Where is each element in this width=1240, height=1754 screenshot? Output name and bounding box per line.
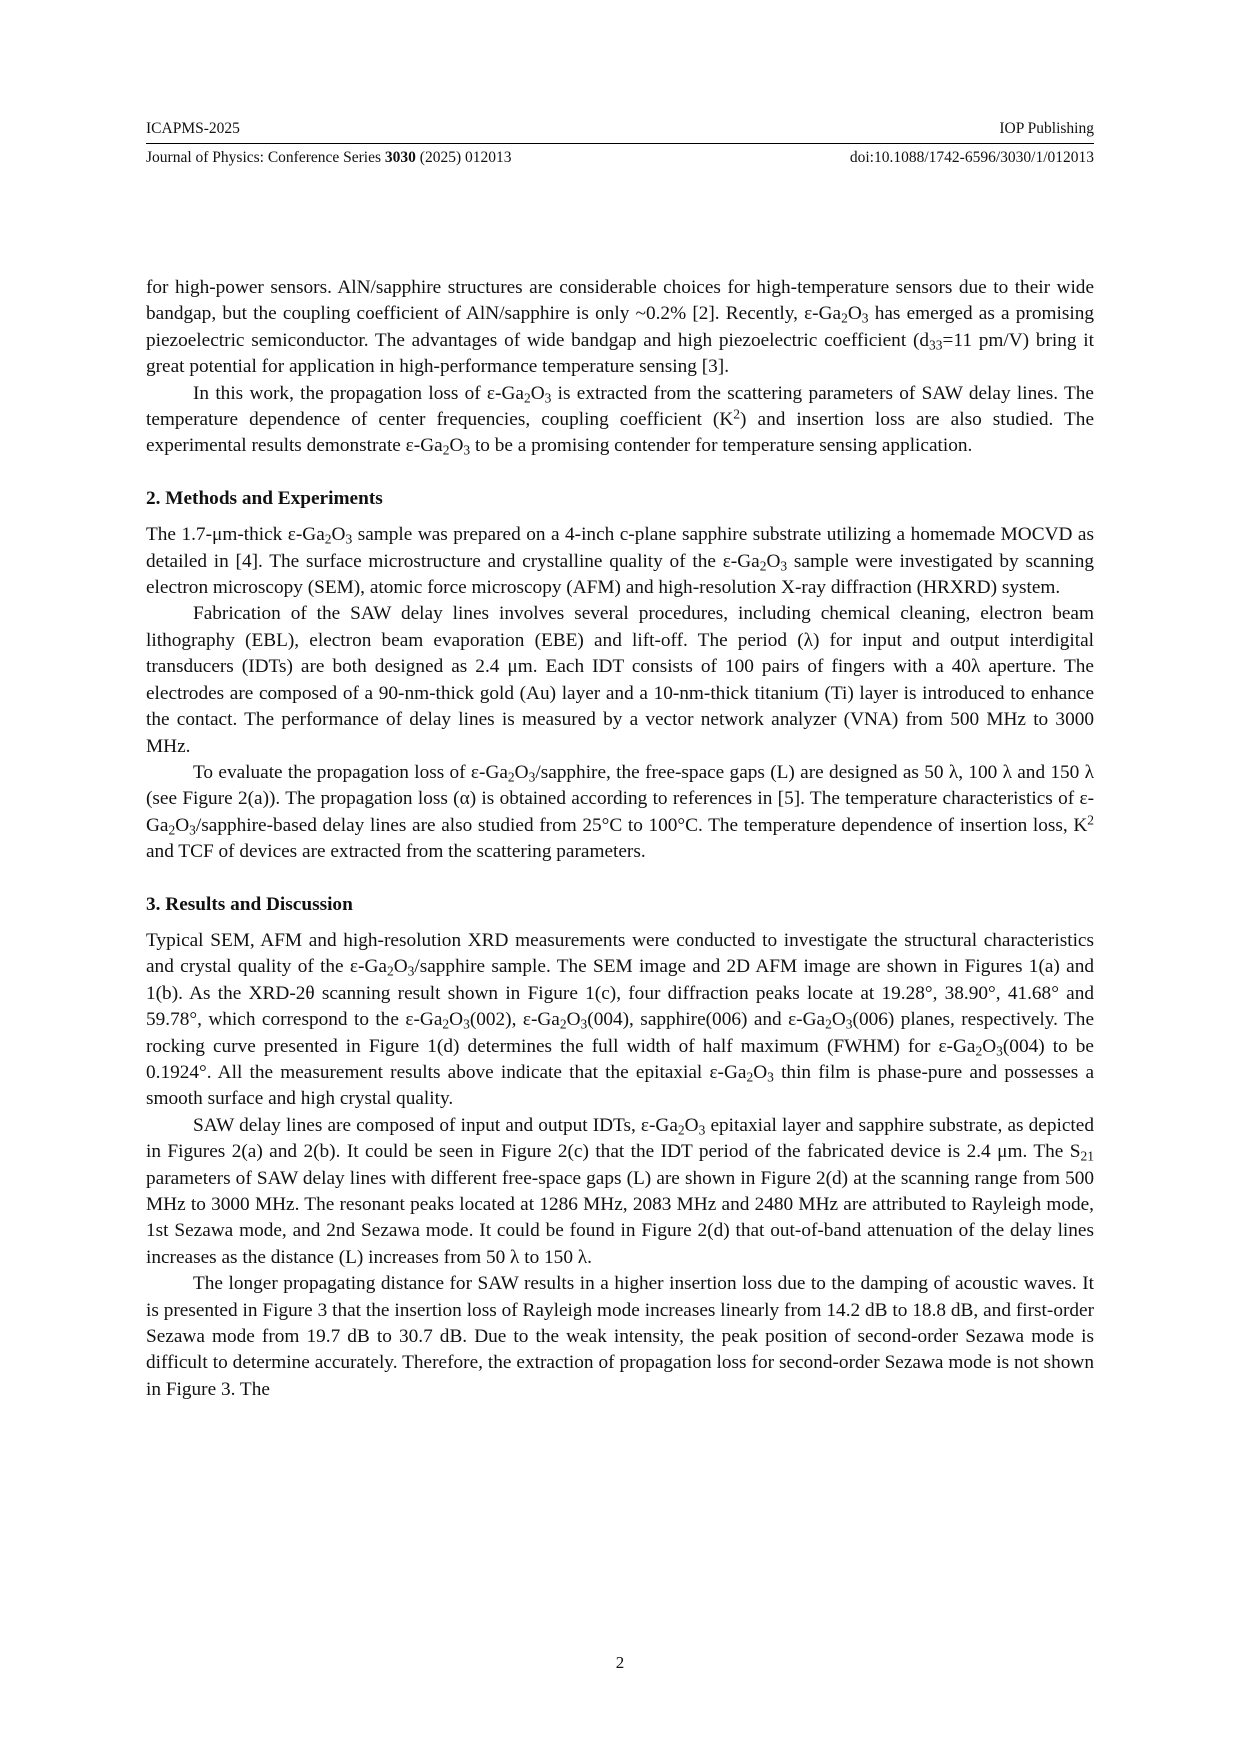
body-text xyxy=(146,275,1094,1403)
paragraph-insertion-loss: The longer propagating distance for SAW results in a higher insertion loss due to the damping of acoustic waves. It is presented in Figure 3 that the insertion loss of Rayleigh mode increases linearly from 14.2 dB to 18.8 dB, and first-order Sezawa mode from 19.7 dB to 30.7 dB. Due to the weak intensity, the peak position of second-order Sezawa mode is difficult to determine accurately. Therefore, the extraction of propagation loss for second-order Sezawa mode is not shown in Figure 3. The xyxy=(146,1273,1094,1400)
paragraph-this-work: In this work, the propagation loss of $\varepsilon-Ga_2O_3$ is extracted from the scattering parameters of SAW delay lines. The temperature dependence of center frequencies, coupling coefficient $(K^2)$ and insertion loss are also studied. The experimental results demonstrate $\varepsilon-Ga_2O_3$ to be a promising contender for temperature sensing application. xyxy=(146,382,1094,458)
publisher-name: IOP Publishing xyxy=(999,120,1094,137)
doi: doi:10.1088/1742-6596/3030/1/012013 xyxy=(849,149,1094,166)
paragraph-characterization: Typical SEM, AFM and high-resolution XRD measurements were conducted to investigate the structural characteristics and crystal quality of the $\varepsilon-Ga_2O_3$/sapphire sample. The SEM image and 2D AFM image are shown in Figures 1(a) and 1(b). As the XRD-2θ scanning result shown in Figure 1(c), four diffraction peaks locate at 19.28°, 38.90°, 41.68° and 59.78°, which correspond to the $\varepsilon-Ga_2O_3(002)$, $\varepsilon-Ga_2O_3(004)$, sapphire(006) and $\varepsilon-Ga_2O_3(006)$ planes, respectively. The rocking curve presented in Figure 1(d) determines the full width of half maximum (FWHM) for $\varepsilon-Ga_2O_3(004)$ to be 0.1924°. All the measurement results above indicate that the epitaxial $\varepsilon-Ga_2O_3$ thin film is phase-pure and possesses a smooth surface and high crystal quality. xyxy=(146,929,1095,1110)
paragraph-delay-lines: SAW delay lines are composed of input and output IDTs, $\varepsilon-Ga_2O_3$ epitaxial layer and sapphire substrate, as depicted in Figures 2(a) and 2(b). It could be seen in Figure 2(c) that the IDT period of the fabricated device is 2.4 μm. The $S_{21}$ parameters of SAW delay lines with different free-space gaps (L) are shown in Figure 2(d) at the scanning range from 500 MHz to 3000 MHz. The resonant peaks located at 1286 MHz, 2083 MHz and 2480 MHz are attributed to Rayleigh mode, 1st Sezawa mode, and 2nd Sezawa mode. It could be found in Figure 2(d) that out-of-band attenuation of the delay lines increases as the distance (L) increases from 50 λ to 150 λ. xyxy=(146,1114,1094,1268)
paragraph-intro-continued: for high-power sensors. AlN/sapphire structures are considerable choices for high-temperature sensors due to their wide bandgap, but the coupling coefficient of AlN/sapphire is only ~0.2% [2]. Recently, $\varepsilon-Ga_2O_3$ has emerged as a promising piezoelectric semiconductor. The advantages of wide bandgap and high piezoelectric coefficient ($d_{33}=11$ pm/V) bring it great potential for application in high-performance temperature sensing [3]. xyxy=(146,277,1094,378)
paragraph-sample-preparation: The 1.7-μm-thick $\varepsilon-Ga_2O_3$ sample was prepared on a 4-inch c-plane sapphire substrate utilizing a homemade MOCVD as detailed in [4]. The surface microstructure and crystalline quality of the $\varepsilon-Ga_2O_3$ sample were investigated by scanning electron microscopy (SEM), atomic force microscopy (AFM) and high-resolution X-ray diffraction (HRXRD) system. xyxy=(146,524,1094,599)
paragraph-fabrication: Fabrication of the SAW delay lines involves several procedures, including chemical cleaning, electron beam lithography (EBL), electron beam evaporation (EBE) and lift-off. The period (λ) for input and output interdigital transducers (IDTs) are both designed as 2.4 μm. Each IDT consists of 100 pairs of fingers with a 40λ aperture. The electrodes are composed of a 90-nm-thick gold (Au) layer and a 10-nm-thick titanium (Ti) layer is introduced to enhance the contact. The performance of delay lines is measured by a vector network analyzer (VNA) from 500 MHz to 3000 MHz. xyxy=(146,603,1094,757)
journal-citation: Journal of Physics: Conference Series 3030 (2025) 012013 xyxy=(146,149,512,166)
section-heading-methods: 2. Methods and Experiments xyxy=(146,487,383,509)
conference-name: ICAPMS-2025 xyxy=(146,120,240,137)
volume-number: 3030 xyxy=(384,149,416,166)
running-header-bottom xyxy=(146,148,1094,168)
section-heading-results: 3. Results and Discussion xyxy=(146,893,353,915)
page-number: 2 xyxy=(615,1653,625,1672)
header-divider xyxy=(146,143,1094,144)
running-header-top xyxy=(146,119,1094,139)
paragraph-propagation-loss-method: To evaluate the propagation loss of $\varepsilon-Ga_2O_3$/sapphire, the free-space gaps (L) are designed as 50 λ, 100 λ and 150 λ (see Figure 2(a)). The propagation loss (α) is obtained according to references in [5]. The temperature characteristics of $\varepsilon-Ga_2O_3/sapphire$-based delay lines are also studied from 25°C to 100°C. The temperature dependence of insertion loss, $K^2$ and TCF of devices are extracted from the scattering parameters. xyxy=(146,761,1094,863)
